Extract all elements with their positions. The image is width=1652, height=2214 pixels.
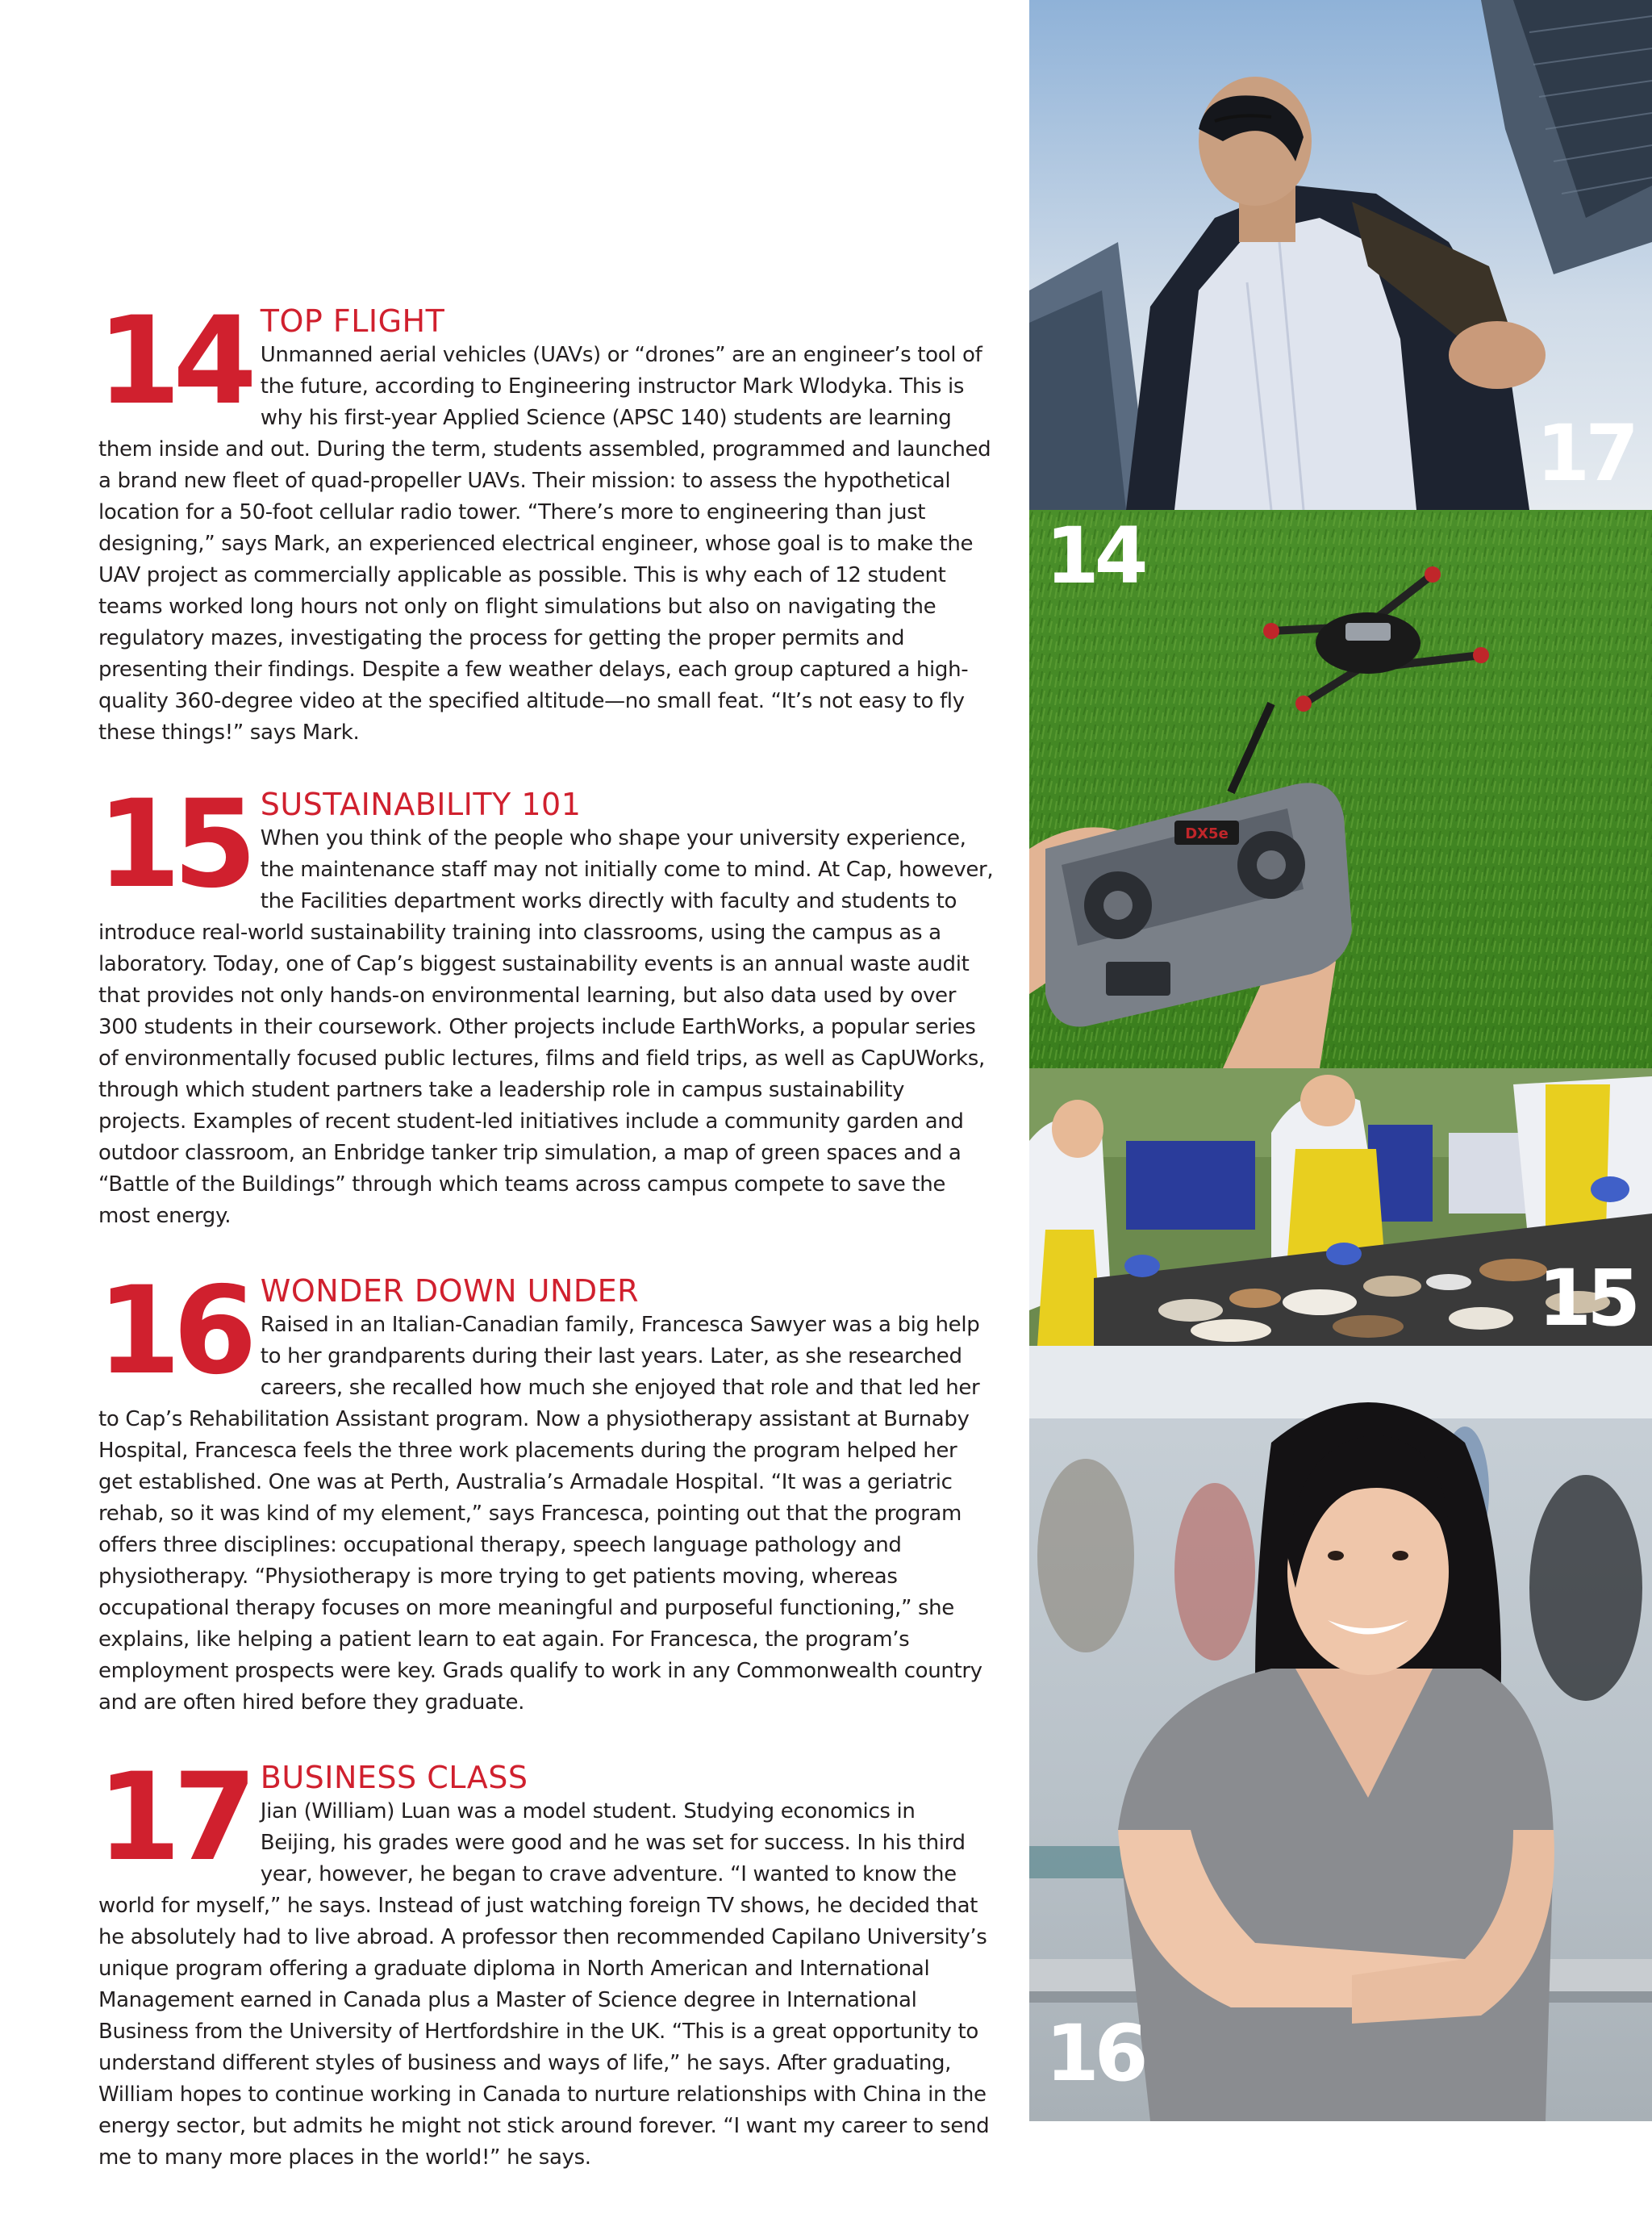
photo-waste-audit [1029,1068,1652,1346]
drone-illustration [1029,510,1652,1068]
article-wonder-down-under [97,1261,994,1719]
photo-number-text: 14 [1045,511,1144,601]
article-body: When you think of the people who shape your university experience, the maintenance staff may not initially come to mind. At Cap, however, the Facilities department works directly with faculty and students to introduce real-world sustainability training into classrooms, using the campus as a laboratory. Today, one of Cap’s biggest sustainability events is an annual waste audit that provides not only hands-on environmental learning, but also data used by over 300 students in their coursework. Other projects include EarthWorks, a popular series of environmentally focused public lectures, films and field trips, as well as CapUWorks, through which student partners take a leadership role in campus sustainability projects. Examples of recent student-led initiatives include a community garden and outdoor classroom, an Enbridge tanker trip simulation, a map of green spaces and a “Battle of the Buildings” through which teams across campus compete to save the most energy. [98,826,994,1228]
article-column [97,291,994,2214]
photo-number-15 [1537,1253,1636,1343]
photo-number-16 [1045,2008,1145,2099]
photo-column [1029,0,1652,2121]
article-top-flight [97,291,994,749]
article-number: 16 [97,1261,249,1402]
photo-business-student [1029,0,1652,510]
photo-number-text: 16 [1045,2008,1144,2099]
svg-text:DX5e: DX5e [1185,825,1229,842]
photo-number-text: 15 [1537,1253,1636,1343]
article-body: Jian (William) Luan was a model student. Studying economics in Beijing, his grades were good and he was set for success. In his third year, however, he began to crave adventure. “I wanted to know the world for myself,” he says. Instead of just watching foreign TV shows, he decided that he absolutely had to live abroad. A professor then recommended Capilano University’s unique program offering a graduate diploma in North American and International Management earned in Canada plus a Master of Science degree in International Business from the University of Hertfordshire in the UK. “This is a great opportunity to understand different styles of business and ways of life,” he says. After graduating, William hopes to continue working in Canada to nurture relationships with China in the energy sector, but admits he might not stick around forever. “I want my career to send me to many more places in the world!” he says. [98,1799,990,2170]
photo-number-14 [1045,511,1145,601]
article-number: 14 [97,291,249,432]
portrait-illustration [1029,1346,1652,2121]
article-title: BUSINESS CLASS [260,1760,528,1795]
business-student-illustration [1029,0,1652,510]
article-body: Unmanned aerial vehicles (UAVs) or “drones” are an engineer’s tool of the future, according to Engineering instructor Mark Wlodyka. This is why his first-year Applied Science (APSC 140) students are learning them inside and out. During the term, students assembled, programmed and launched a brand new fleet of quad-propeller UAVs. Their mission: to assess the hypothetical location for a 50-foot cellular radio tower. “There’s more to engineering than just designing,” says Mark, an experienced electrical engineer, whose goal is to make the UAV project as commercially applicable as possible. This is why each of 12 student teams worked long hours not only on flight simulations but also on navigating the regulatory mazes, investigating the process for getting the proper permits and presenting their findings. Despite a few weather delays, each group captured a high-quality 360-degree video at the specified altitude—no small feat. “It’s not easy to fly these things!” says Mark. [98,343,991,745]
photo-number-text: 17 [1536,408,1634,499]
waste-audit-illustration [1029,1068,1652,1346]
photo-drone [1029,510,1652,1068]
article-title: SUSTAINABILITY 101 [260,787,582,822]
article-number: 17 [97,1748,249,1888]
photo-portrait [1029,1346,1652,2121]
article-number: 15 [97,775,249,915]
photo-number-17 [1536,408,1634,499]
article-title: TOP FLIGHT [260,303,445,339]
article-sustainability [97,775,994,1232]
article-body: Raised in an Italian-Canadian family, Francesca Sawyer was a big help to her grandparents during their last years. Later, as she researched careers, she recalled how much she enjoyed that role and that led her to Cap’s Rehabilitation Assistant program. Now a physiotherapy assistant at Burnaby Hospital, Francesca feels the three work placements during the program helped her get established. One was at Perth, Australia’s Armadale Hospital. “It was a geriatric rehab, so it was kind of my element,” says Francesca, pointing out that the program offers three disciplines: occupational therapy, speech language pathology and physiotherapy. “Physiotherapy is more trying to get patients moving, whereas occupational therapy focuses on more meaningful and purposeful functioning,” she explains, like helping a patient learn to eat again. For Francesca, the program’s employment prospects were key. Grads qualify to work in any Commonwealth country and are often hired before they graduate. [98,1313,982,1715]
article-business-class [97,1748,994,2174]
article-title: WONDER DOWN UNDER [260,1273,640,1309]
